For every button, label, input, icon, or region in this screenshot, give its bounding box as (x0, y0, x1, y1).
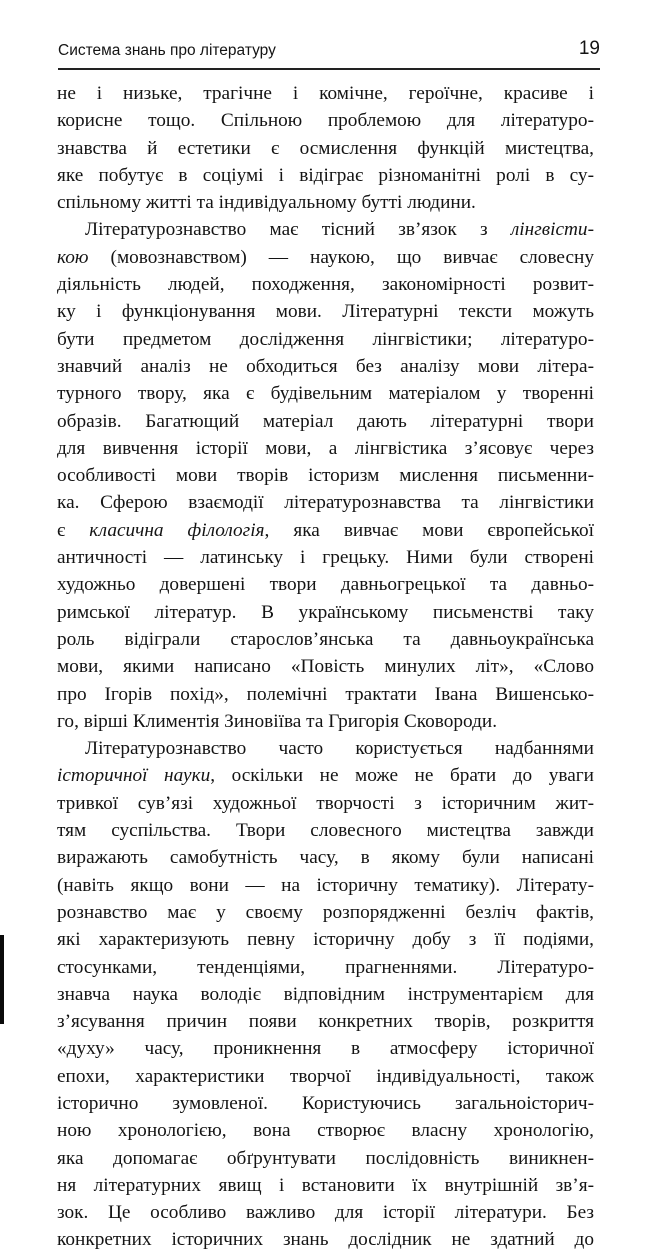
text-line: виражають самобутність часу, в якому були написані (57, 847, 594, 869)
scan-edge-mark (0, 935, 4, 1024)
text-run: , оскільки не може не брати до уваги (210, 765, 594, 787)
text-line: діяльність людей, походження, закономірності розвит- (57, 274, 594, 296)
text-line: не і низьке, трагічне і комічне, героїчне, красиве і (57, 83, 594, 104)
text-line: яка допомагає обґрунтувати послідовність виникнен- (57, 1147, 594, 1169)
text-line: римської літератур. В українському письменстві таку (57, 601, 594, 623)
text-line: для вивчення історії мови, а лінгвістика з’ясовує через (57, 437, 594, 459)
text-line: зок. Це особливо важливо для історії літератури. Без (57, 1202, 594, 1224)
text-line (57, 244, 594, 271)
italic-term: історичної науки (57, 765, 211, 787)
header-rule (58, 68, 600, 70)
text-run: (мовознавством) — наукою, що вивчає словесну (88, 246, 594, 268)
text-line (57, 216, 594, 243)
text-line: історично зумовленої. Користуючись загальноісторич- (57, 1092, 594, 1114)
text-line: тривкої сув’язі художньої творчості з історичним жит- (57, 792, 594, 814)
text-line: художньо довершені твори давньогрецької та давньо- (57, 574, 594, 596)
text-line: корисне тощо. Спільною проблемою для літературо- (57, 110, 594, 132)
text-line: знавства й естетики є осмислення функцій мистецтва, (57, 137, 594, 159)
text-run: Літературознавство має тісний зв’язок з (85, 219, 511, 241)
text-line: яке побутує в соціумі і відіграє різноманітні ролі в су- (57, 164, 594, 186)
text-line: античності — латинську і грецьку. Ними були створені (57, 547, 594, 569)
page-number: 19 (578, 38, 600, 59)
text-line: спільному житті та індивідуальному бутті людини. (57, 192, 476, 214)
body-text (57, 80, 594, 1254)
text-line: які характеризують певну історичну добу з її подіями, (57, 929, 594, 951)
italic-term: лінгвісти- (510, 219, 594, 241)
text-run: є (57, 519, 90, 541)
running-title: Система знань про літературу (58, 42, 276, 59)
text-line: стосунками, тенденціями, прагненнями. Літературо- (57, 956, 594, 978)
text-line: бути предметом дослідження лінгвістики; літературо- (57, 328, 594, 350)
text-line: рознавство має у своєму розпорядженні безліч фактів, (57, 901, 594, 923)
text-line: роль відіграли старослов’янська та давньоукраїнська (57, 628, 594, 650)
text-line: знавчий аналіз не обходиться без аналізу мови літера- (57, 355, 594, 377)
text-line: го, вірші Климентія Зиновіїва та Григорія Сковороди. (57, 710, 498, 732)
italic-term: класична філологія (89, 519, 265, 541)
text-line (57, 762, 594, 789)
text-line: з’ясування причин появи конкретних творів, розкриття (57, 1011, 594, 1033)
text-line: образів. Багатющий матеріал дають літературні твори (57, 410, 594, 432)
text-line: тям суспільства. Твори словесного мистецтва завжди (57, 820, 594, 842)
text-line: знавча наука володіє відповідним інструментарієм для (57, 983, 594, 1005)
text-line: «духу» часу, проникнення в атмосферу історичної (57, 1038, 594, 1060)
text-line: турного твору, яка є будівельним матеріалом у творенні (57, 383, 594, 405)
text-line: ку і функціонування мови. Літературні тексти можуть (57, 301, 594, 323)
text-line (57, 517, 594, 544)
italic-term: кою (57, 246, 89, 268)
text-line: епохи, характеристики творчої індивідуальності, також (57, 1065, 594, 1087)
text-run: , яка вивчає мови європейської (264, 519, 594, 541)
text-line: ня літературних явищ і встановити їх внутрішній зв’я- (57, 1174, 594, 1196)
page-header (58, 38, 600, 64)
text-line: (навіть якщо вони — на історичну тематику). Літерату- (57, 874, 594, 896)
text-line: мови, якими написано «Повість минулих літ», «Слово (57, 656, 594, 678)
text-line: конкретних історичних знань дослідник не здатний до (57, 1229, 594, 1251)
text-line: особливості мови творів історизм мислення письменни- (57, 465, 594, 487)
text-line: Літературознавство часто користується надбаннями (85, 738, 594, 760)
text-line: ка. Сферою взаємодії літературознавства та лінгвістики (57, 492, 594, 514)
text-line: ною хронологією, вона створює власну хронологію, (57, 1120, 594, 1142)
text-line: про Ігорів похід», полемічні трактати Івана Вишенсько- (57, 683, 594, 705)
